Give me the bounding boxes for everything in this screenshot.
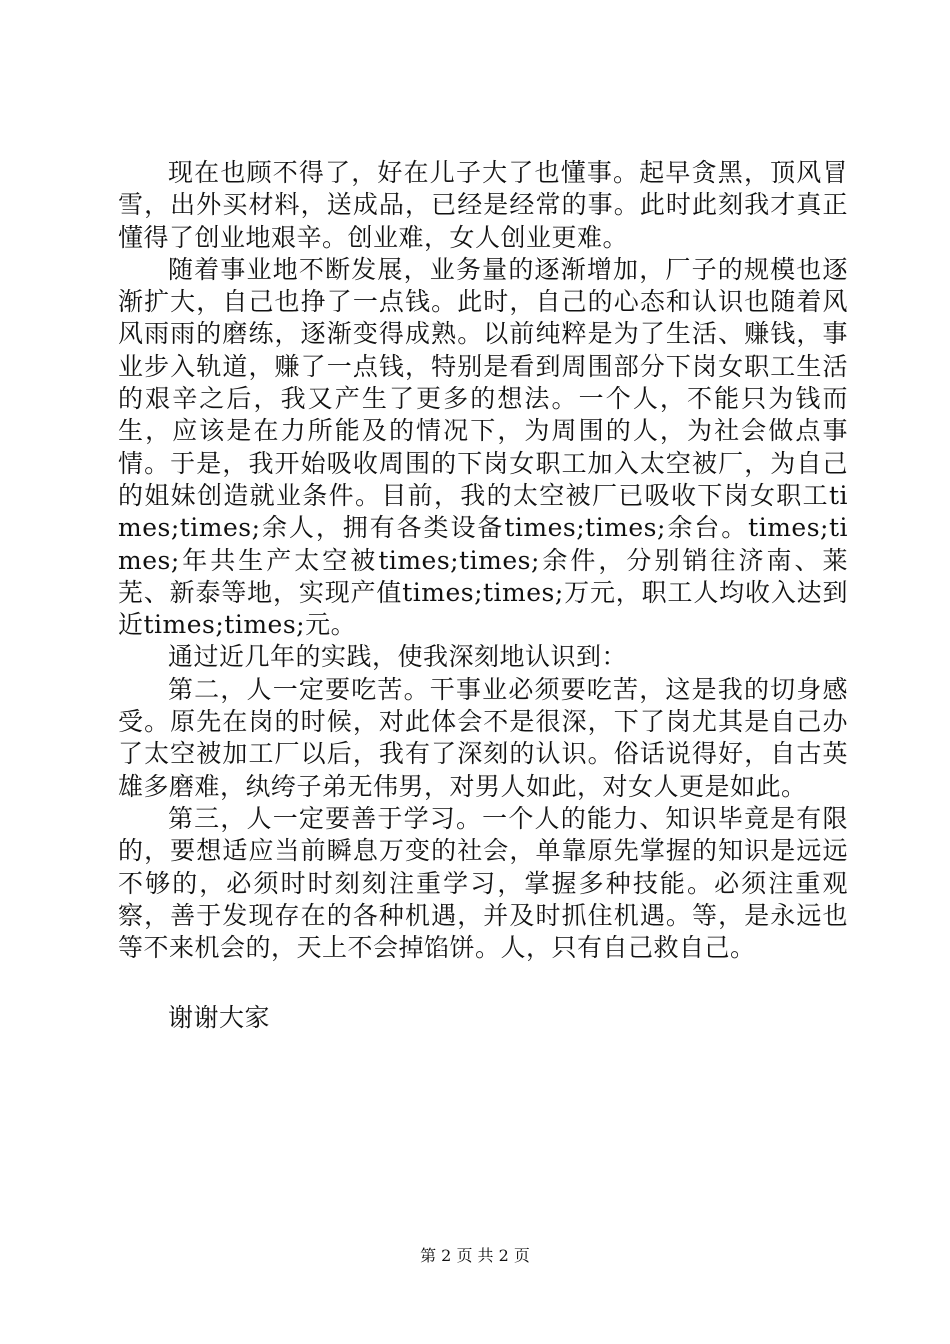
document-body [118,157,848,1035]
closing-remark: 谢谢大家 [168,1003,271,1033]
paragraph-3: 通过近几年的实践，使我深刻地认识到： [168,642,628,672]
paragraph-5: 第三，人一定要善于学习。一个人的能力、知识毕竟是有限的，要想适应当前瞬息万变的社会，单靠原先掌握的知识是远远不够的，必须时时刻刻注重学习，掌握多种技能。必须注重观察，善于发现存在的各种机遇，并及时抓住机遇。等，是永远也等不来机会的，天上不会掉馅饼。人，只有自己救自己。 [118,803,848,963]
paragraph-1: 现在也顾不得了，好在儿子大了也懂事。起早贪黑，顶风冒雪，出外买材料，送成品，已经是经常的事。此时此刻我才真正懂得了创业地艰辛。创业难，女人创业更难。 [118,158,848,252]
page-footer [0,1243,950,1266]
page-number-label: 第 2 页 共 2 页 [420,1246,530,1265]
paragraph-2: 随着事业地不断发展，业务量的逐渐增加，厂子的规模也逐渐扩大，自己也挣了一点钱。此时，自己的心态和认识也随着风风雨雨的磨练，逐渐变得成熟。以前纯粹是为了生活、赚钱，事业步入轨道，赚了一点钱，特别是看到周围部分下岗女职工生活的艰辛之后，我又产生了更多的想法。一个人，不能只为钱而生，应该是在力所能及的情况下，为周围的人，为社会做点事情。于是，我开始吸收周围的下岗女职工加入太空被厂，为自己的姐妹创造就业条件。目前，我的太空被厂已吸收下岗女职工times;times;余人，拥有各类设备times;times;余台。times;times;年共生产太空被times;times;余件，分别销往济南、莱芜、新泰等地，实现产值times;times;万元，职工人均收入达到近times;times;元。 [118,254,848,640]
paragraph-4: 第二，人一定要吃苦。干事业必须要吃苦，这是我的切身感受。原先在岗的时候，对此体会不是很深，下了岗尤其是自己办了太空被加工厂以后，我有了深刻的认识。俗话说得好，自古英雄多磨难，纨绔子弟无伟男，对男人如此，对女人更是如此。 [118,674,848,801]
